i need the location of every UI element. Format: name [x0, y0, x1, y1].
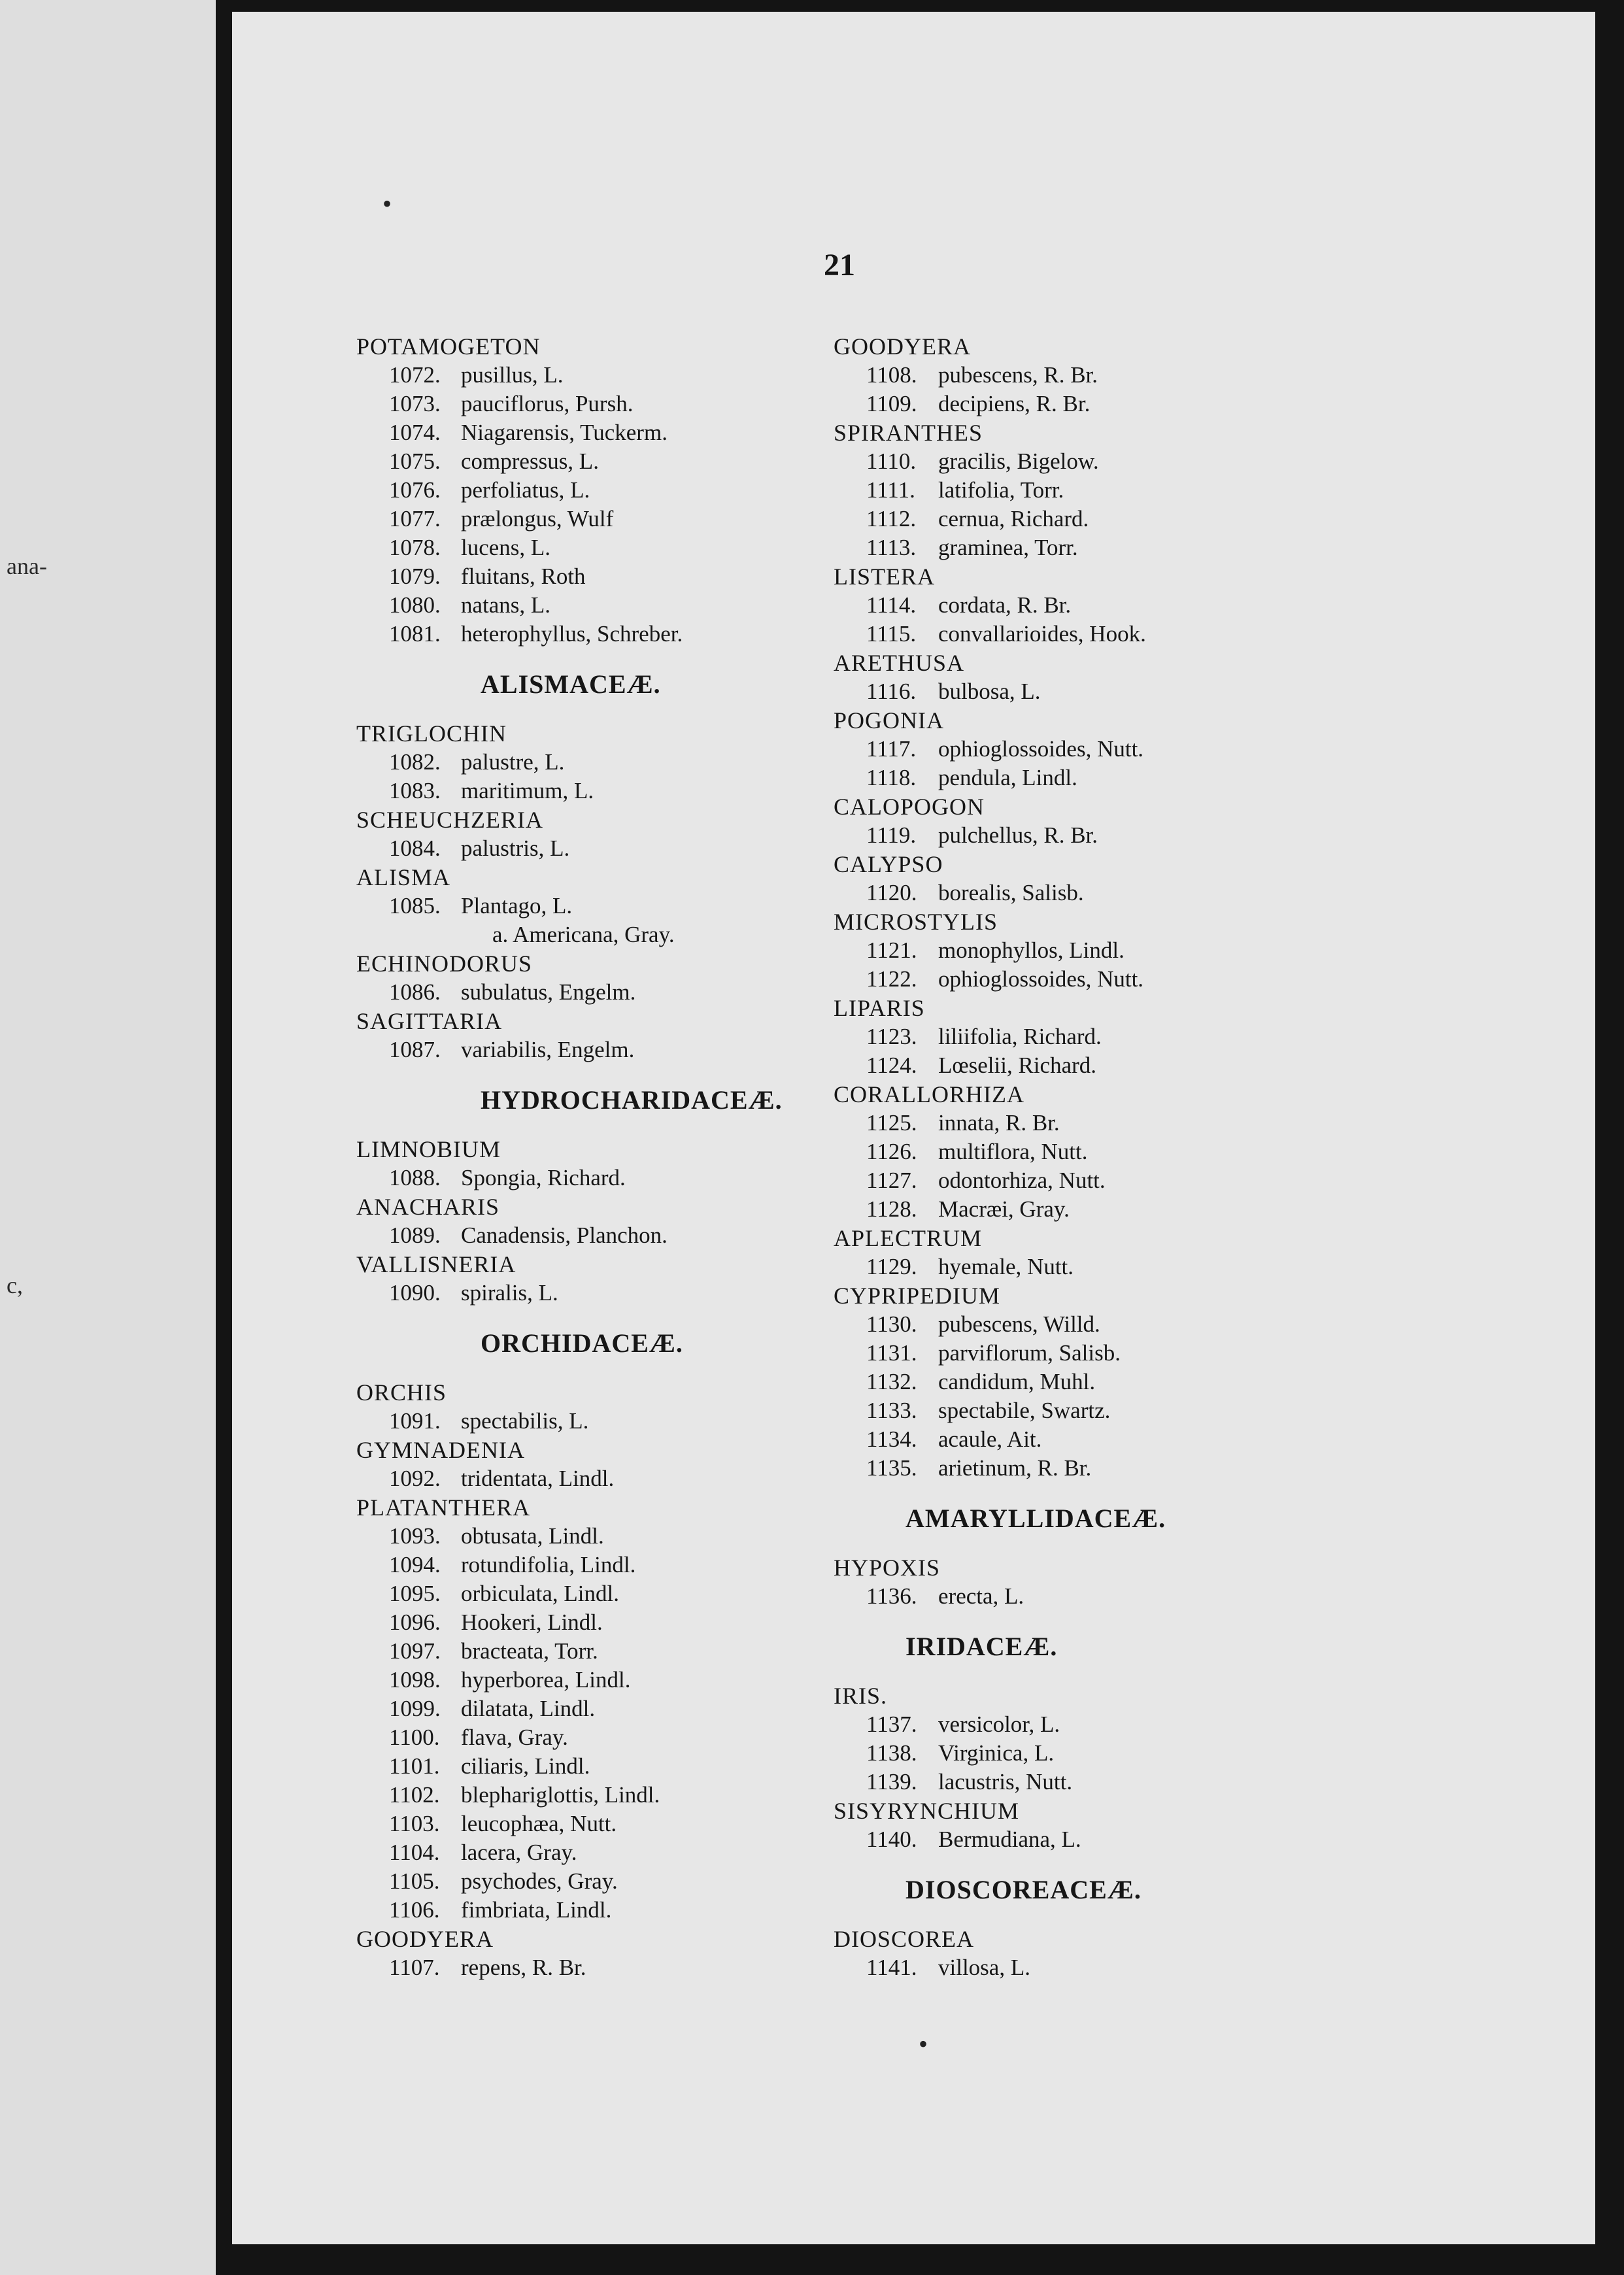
species-entry	[834, 1825, 1330, 1854]
entry-number: 1072.	[389, 362, 441, 388]
genus-heading: SISYRYNCHIUM	[834, 1798, 1020, 1824]
genus-heading: MICROSTYLIS	[834, 909, 998, 935]
species-name: lacustris, Nutt.	[938, 1769, 1073, 1795]
right-column	[834, 332, 1330, 1982]
family-heading: ALISMACEÆ.	[481, 669, 661, 699]
species-name: orbiculata, Lindl.	[461, 1581, 620, 1606]
entry-number: 1103.	[389, 1811, 440, 1836]
genus-heading: ECHINODORUS	[356, 951, 533, 977]
entry-number: 1080.	[389, 592, 441, 618]
page-mark: •	[919, 2029, 928, 2059]
genus-heading: ARETHUSA	[834, 650, 965, 676]
species-name: rotundifolia, Lindl.	[461, 1552, 636, 1577]
entry-number: 1124.	[866, 1053, 917, 1078]
species-entry	[834, 965, 1330, 994]
entry-number: 1100.	[389, 1725, 440, 1750]
entry-number: 1139.	[866, 1769, 917, 1795]
species-entry	[356, 748, 853, 777]
species-entry	[834, 1368, 1330, 1396]
entry-number: 1090.	[389, 1280, 441, 1306]
entry-number: 1112.	[866, 506, 917, 531]
species-entry	[356, 1608, 853, 1637]
species-entry	[356, 620, 853, 649]
species-name: palustre, L.	[461, 749, 565, 775]
genus-heading: POTAMOGETON	[356, 333, 541, 360]
species-entry	[834, 390, 1330, 418]
entry-number: 1137.	[866, 1711, 917, 1737]
species-entry	[356, 777, 853, 805]
species-entry	[356, 1953, 853, 1982]
species-entry	[356, 1279, 853, 1307]
entry-number: 1138.	[866, 1740, 917, 1766]
species-entry	[356, 1522, 853, 1551]
species-name: fimbriata, Lindl.	[461, 1897, 612, 1923]
species-name: Spongia, Richard.	[461, 1165, 626, 1190]
entry-number: 1118.	[866, 765, 917, 790]
entry-number: 1140.	[866, 1827, 917, 1852]
genus-heading: IRIS.	[834, 1683, 888, 1709]
entry-number: 1075.	[389, 448, 441, 474]
genus-heading: CORALLORHIZA	[834, 1081, 1024, 1107]
species-name: latifolia, Torr.	[938, 477, 1064, 503]
entry-number: 1133.	[866, 1398, 917, 1423]
species-entry	[356, 591, 853, 620]
species-entry	[356, 1752, 853, 1781]
species-name: versicolor, L.	[938, 1711, 1060, 1737]
genus-heading: GOODYERA	[834, 333, 971, 360]
species-name: pauciflorus, Pursh.	[461, 391, 634, 416]
species-entry	[834, 1109, 1330, 1138]
family-heading: ORCHIDACEÆ.	[481, 1328, 683, 1358]
entry-number: 1136.	[866, 1583, 917, 1609]
entry-number: 1108.	[866, 362, 917, 388]
species-entry	[834, 1768, 1330, 1796]
species-name: Hookeri, Lindl.	[461, 1609, 603, 1635]
species-entry	[834, 764, 1330, 792]
species-name: flava, Gray.	[461, 1725, 568, 1750]
species-name: pendula, Lindl.	[938, 765, 1077, 790]
species-name: monophyllos, Lindl.	[938, 937, 1125, 963]
species-entry	[356, 505, 853, 533]
genus-heading: POGONIA	[834, 707, 944, 733]
entry-number: 1125.	[866, 1110, 917, 1136]
entry-number: 1091.	[389, 1408, 441, 1434]
species-entry	[356, 1694, 853, 1723]
entry-number: 1132.	[866, 1369, 917, 1394]
facing-page-fragment: ana-	[7, 553, 47, 579]
species-name: repens, R. Br.	[461, 1955, 586, 1980]
species-name: variabilis, Engelm.	[461, 1037, 635, 1062]
family-heading: IRIDACEÆ.	[905, 1632, 1058, 1661]
genus-heading: APLECTRUM	[834, 1225, 983, 1251]
page-number: 21	[824, 248, 855, 282]
entry-number: 1102.	[389, 1782, 440, 1808]
entry-number: 1096.	[389, 1609, 441, 1635]
entry-number: 1079.	[389, 564, 441, 589]
species-entry	[834, 1310, 1330, 1339]
species-name: pubescens, R. Br.	[938, 362, 1098, 388]
species-entry	[834, 476, 1330, 505]
species-name: cordata, R. Br.	[938, 592, 1072, 618]
species-entry	[834, 1396, 1330, 1425]
entry-number: 1093.	[389, 1523, 441, 1549]
species-entry	[356, 1164, 853, 1192]
entry-number: 1086.	[389, 979, 441, 1005]
species-name: palustris, L.	[461, 835, 570, 861]
species-name: psychodes, Gray.	[461, 1868, 618, 1894]
entry-number: 1087.	[389, 1037, 441, 1062]
species-name: borealis, Salisb.	[938, 880, 1084, 905]
family-heading: AMARYLLIDACEÆ.	[905, 1504, 1166, 1533]
species-entry	[356, 1464, 853, 1493]
species-name: hyperborea, Lindl.	[461, 1667, 631, 1693]
entry-number: 1128.	[866, 1196, 917, 1222]
species-name: cernua, Richard.	[938, 506, 1089, 531]
entry-number: 1114.	[866, 592, 917, 618]
species-name: Niagarensis, Tuckerm.	[461, 420, 668, 445]
genus-heading: HYPOXIS	[834, 1555, 941, 1581]
species-entry	[356, 562, 853, 591]
species-name: odontorhiza, Nutt.	[938, 1168, 1106, 1193]
entry-number: 1122.	[866, 966, 917, 992]
entry-number: 1092.	[389, 1466, 441, 1491]
species-name: decipiens, R. Br.	[938, 391, 1091, 416]
species-entry	[834, 447, 1330, 476]
species-name: Lœselii, Richard.	[938, 1053, 1097, 1078]
species-name: Plantago, L.	[461, 893, 573, 918]
species-name: innata, R. Br.	[938, 1110, 1060, 1136]
facing-page-edge	[0, 0, 216, 2275]
species-name: bracteata, Torr.	[461, 1638, 598, 1664]
page-mark: •	[382, 189, 392, 218]
entry-number: 1113.	[866, 535, 917, 560]
entry-number: 1107.	[389, 1955, 440, 1980]
species-entry	[356, 834, 853, 863]
species-entry	[834, 1253, 1330, 1281]
species-name: spiralis, L.	[461, 1280, 558, 1306]
entry-number: 1123.	[866, 1024, 917, 1049]
entry-number: 1078.	[389, 535, 441, 560]
species-entry	[356, 418, 853, 447]
species-entry	[356, 1637, 853, 1666]
species-entry	[834, 1166, 1330, 1195]
species-entry	[356, 476, 853, 505]
entry-number: 1130.	[866, 1311, 917, 1337]
genus-heading: SPIRANTHES	[834, 420, 983, 446]
species-name: villosa, L.	[938, 1955, 1030, 1980]
species-entry	[834, 1710, 1330, 1739]
species-name: maritimum, L.	[461, 778, 594, 803]
species-name: arietinum, R. Br.	[938, 1455, 1092, 1481]
genus-heading: CYPRIPEDIUM	[834, 1283, 1001, 1309]
species-name: convallarioides, Hook.	[938, 621, 1146, 647]
genus-heading: TRIGLOCHIN	[356, 720, 507, 747]
species-name: spectabile, Swartz.	[938, 1398, 1111, 1423]
species-entry	[356, 1838, 853, 1867]
genus-heading: PLATANTHERA	[356, 1494, 531, 1521]
entry-number: 1120.	[866, 880, 917, 905]
species-entry	[834, 1339, 1330, 1368]
genus-heading: GYMNADENIA	[356, 1437, 525, 1463]
entry-number: 1129.	[866, 1254, 917, 1279]
entry-number: 1131.	[866, 1340, 917, 1366]
entry-number: 1109.	[866, 391, 917, 416]
genus-heading: ALISMA	[356, 864, 451, 890]
species-name: hyemale, Nutt.	[938, 1254, 1074, 1279]
entry-number: 1104.	[389, 1840, 440, 1865]
species-entry	[834, 361, 1330, 390]
entry-number: 1095.	[389, 1581, 441, 1606]
genus-heading: ANACHARIS	[356, 1194, 500, 1220]
entry-number: 1098.	[389, 1667, 441, 1693]
species-entry	[834, 620, 1330, 649]
species-name: parviflorum, Salisb.	[938, 1340, 1121, 1366]
species-entry	[834, 735, 1330, 764]
species-entry	[834, 1138, 1330, 1166]
species-name: a. Americana, Gray.	[492, 922, 675, 947]
entry-number: 1097.	[389, 1638, 441, 1664]
species-entry	[356, 390, 853, 418]
species-entry	[356, 533, 853, 562]
species-entry	[356, 1723, 853, 1752]
species-name: compressus, L.	[461, 448, 599, 474]
facing-page-fragment: c,	[7, 1272, 23, 1298]
species-entry	[834, 1454, 1330, 1483]
species-name: Canadensis, Planchon.	[461, 1222, 668, 1248]
species-entry	[834, 533, 1330, 562]
species-name: Bermudiana, L.	[938, 1827, 1081, 1852]
entry-number: 1116.	[866, 679, 917, 704]
species-entry	[356, 978, 853, 1007]
species-entry	[356, 361, 853, 390]
species-entry	[356, 447, 853, 476]
entry-number: 1134.	[866, 1426, 917, 1452]
entry-number: 1121.	[866, 937, 917, 963]
species-name: pubescens, Willd.	[938, 1311, 1100, 1337]
entry-number: 1141.	[866, 1955, 917, 1980]
genus-heading: SCHEUCHZERIA	[356, 807, 544, 833]
species-entry	[834, 591, 1330, 620]
species-name: ophioglossoides, Nutt.	[938, 736, 1144, 762]
genus-heading: VALLISNERIA	[356, 1251, 516, 1277]
family-heading: DIOSCOREACEÆ.	[905, 1875, 1142, 1904]
entry-number: 1126.	[866, 1139, 917, 1164]
species-name: lucens, L.	[461, 535, 551, 560]
species-name: heterophyllus, Schreber.	[461, 621, 683, 647]
genus-heading: GOODYERA	[356, 1926, 494, 1952]
entry-number: 1106.	[389, 1897, 440, 1923]
entry-number: 1089.	[389, 1222, 441, 1248]
species-entry	[834, 1582, 1330, 1611]
entry-number: 1073.	[389, 391, 441, 416]
entry-number: 1084.	[389, 835, 441, 861]
species-name: ophioglossoides, Nutt.	[938, 966, 1144, 992]
species-entry	[356, 1036, 853, 1064]
entry-number: 1110.	[866, 448, 917, 474]
entry-number: 1088.	[389, 1165, 441, 1190]
genus-heading: LIPARIS	[834, 995, 925, 1021]
entry-number: 1101.	[389, 1753, 440, 1779]
species-name: acaule, Ait.	[938, 1426, 1042, 1452]
family-heading: HYDROCHARIDACEÆ.	[481, 1085, 783, 1115]
species-name: blephariglottis, Lindl.	[461, 1782, 660, 1808]
left-column	[356, 332, 853, 1982]
species-entry	[356, 1896, 853, 1925]
species-entry	[356, 1810, 853, 1838]
species-entry	[834, 936, 1330, 965]
species-entry	[356, 1407, 853, 1436]
species-entry	[834, 505, 1330, 533]
species-name: dilatata, Lindl.	[461, 1696, 596, 1721]
entry-number: 1111.	[866, 477, 915, 503]
species-entry	[834, 677, 1330, 706]
entry-number: 1127.	[866, 1168, 917, 1193]
genus-heading: LIMNOBIUM	[356, 1136, 501, 1162]
entry-number: 1085.	[389, 893, 441, 918]
species-entry	[356, 1781, 853, 1810]
genus-heading: LISTERA	[834, 564, 935, 590]
species-entry	[356, 1551, 853, 1579]
species-entry	[356, 1221, 853, 1250]
species-name: fluitans, Roth	[461, 564, 586, 589]
species-name: lacera, Gray.	[461, 1840, 577, 1865]
species-name: bulbosa, L.	[938, 679, 1041, 704]
species-entry	[356, 920, 853, 949]
species-name: ciliaris, Lindl.	[461, 1753, 590, 1779]
species-name: gracilis, Bigelow.	[938, 448, 1099, 474]
genus-heading: CALYPSO	[834, 851, 943, 877]
species-entry	[356, 1666, 853, 1694]
entry-number: 1105.	[389, 1868, 440, 1894]
entry-number: 1082.	[389, 749, 441, 775]
species-entry	[356, 1867, 853, 1896]
genus-heading: CALOPOGON	[834, 794, 985, 820]
species-name: graminea, Torr.	[938, 535, 1078, 560]
entry-number: 1083.	[389, 778, 441, 803]
species-entry	[356, 1579, 853, 1608]
species-name: subulatus, Engelm.	[461, 979, 636, 1005]
species-entry	[834, 1953, 1330, 1982]
entry-number: 1099.	[389, 1696, 441, 1721]
book-page	[232, 12, 1595, 2244]
species-name: obtusata, Lindl.	[461, 1523, 604, 1549]
species-name: prælongus, Wulf	[461, 506, 614, 531]
species-name: natans, L.	[461, 592, 551, 618]
species-name: erecta, L.	[938, 1583, 1024, 1609]
species-entry	[834, 1195, 1330, 1224]
entry-number: 1094.	[389, 1552, 441, 1577]
species-name: tridentata, Lindl.	[461, 1466, 615, 1491]
entry-number: 1074.	[389, 420, 441, 445]
species-entry	[834, 821, 1330, 850]
species-entry	[356, 892, 853, 920]
entry-number: 1077.	[389, 506, 441, 531]
species-entry	[834, 879, 1330, 907]
entry-number: 1076.	[389, 477, 441, 503]
entry-number: 1135.	[866, 1455, 917, 1481]
species-name: perfoliatus, L.	[461, 477, 590, 503]
species-entry	[834, 1739, 1330, 1768]
species-name: leucophæa, Nutt.	[461, 1811, 617, 1836]
entry-number: 1117.	[866, 736, 917, 762]
species-name: candidum, Muhl.	[938, 1369, 1096, 1394]
species-name: spectabilis, L.	[461, 1408, 589, 1434]
species-name: multiflora, Nutt.	[938, 1139, 1088, 1164]
species-name: Macræi, Gray.	[938, 1196, 1070, 1222]
genus-heading: ORCHIS	[356, 1379, 447, 1406]
entry-number: 1119.	[866, 822, 917, 848]
entry-number: 1081.	[389, 621, 441, 647]
species-name: Virginica, L.	[938, 1740, 1055, 1766]
species-name: pulchellus, R. Br.	[938, 822, 1098, 848]
genus-heading: SAGITTARIA	[356, 1008, 503, 1034]
species-name: pusillus, L.	[461, 362, 564, 388]
species-entry	[834, 1022, 1330, 1051]
species-name: liliifolia, Richard.	[938, 1024, 1102, 1049]
entry-number: 1115.	[866, 621, 917, 647]
species-entry	[834, 1425, 1330, 1454]
genus-heading: DIOSCOREA	[834, 1926, 975, 1952]
species-entry	[834, 1051, 1330, 1080]
